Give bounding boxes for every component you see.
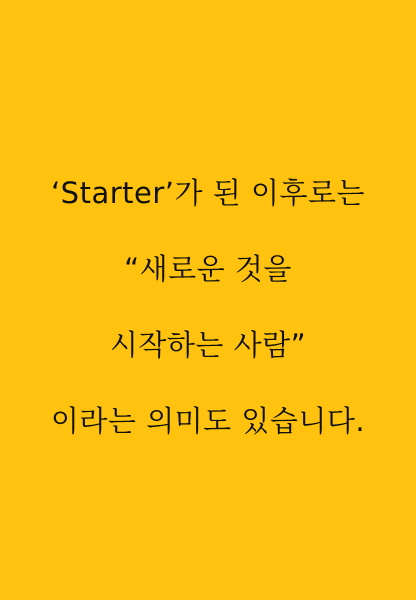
message-line-2: “새로운 것을 [124, 252, 292, 286]
message-text [0, 155, 416, 459]
message-line-4: 이라는 의미도 있습니다. [50, 404, 366, 438]
message-line-3: 시작하는 사람” [109, 328, 307, 362]
message-line-1: ‘Starter’가 된 이후로는 [50, 176, 366, 210]
